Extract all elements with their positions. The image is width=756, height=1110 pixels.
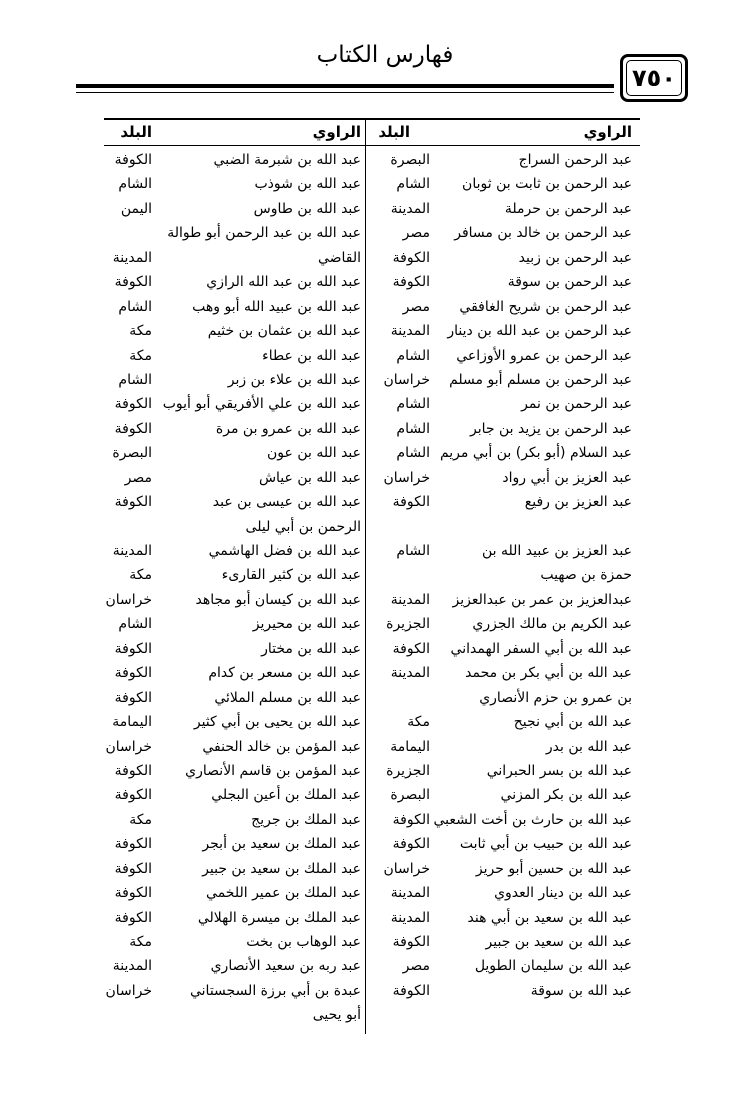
- left-narrator: عبد الملك بن سعيد بن أبجر: [202, 836, 361, 853]
- index-rows: [0, 148, 756, 1028]
- left-narrator: عبد الله بن عطاء: [262, 347, 361, 364]
- left-narrator: عبد الله بن شبرمة الضبي: [213, 152, 361, 168]
- left-town: اليمامة: [112, 714, 152, 731]
- left-narrator: عبد المؤمن بن قاسم الأنصاري: [185, 762, 361, 779]
- right-narrator: عبد الرحمن بن عمرو الأوزاعي: [456, 347, 632, 364]
- header-town-right: البلد: [378, 123, 410, 141]
- right-narrator: عبد الرحمن بن عبد الله بن دينار: [447, 323, 632, 340]
- right-town: الجزيرة: [386, 762, 430, 779]
- right-town: الكوفة: [392, 494, 430, 511]
- right-town: الكوفة: [392, 640, 430, 657]
- left-narrator: عبد الله بن عثمان بن خثيم: [207, 323, 361, 340]
- table-row: [0, 563, 756, 587]
- right-narrator: حمزة بن صهيب: [540, 567, 632, 584]
- table-row: [0, 686, 756, 710]
- left-town: الكوفة: [114, 787, 152, 804]
- left-narrator: عبدة بن أبي برزة السجستاني: [189, 982, 361, 999]
- right-narrator: عبد العزيز بن أبي رواد: [502, 469, 632, 486]
- left-narrator: عبد الملك بن جريج: [251, 811, 361, 828]
- right-narrator: عبد الله بن سعيد بن جبير: [485, 934, 632, 950]
- right-town: المدينة: [390, 323, 430, 340]
- right-narrator: عبد الرحمن بن سوقة: [507, 274, 632, 291]
- left-narrator: عبد الله بن مسلم الملائي: [214, 689, 361, 706]
- left-town: مكة: [129, 567, 152, 584]
- right-narrator: عبد العزيز بن عبيد الله بن: [482, 543, 632, 559]
- table-row: [0, 857, 756, 881]
- right-narrator: عبد العزيز بن رفيع: [524, 494, 632, 511]
- right-town: الجزيرة: [386, 616, 430, 633]
- table-row: [0, 783, 756, 807]
- left-town: الكوفة: [114, 885, 152, 902]
- left-narrator: الرحمن بن أبي ليلى: [245, 518, 361, 535]
- left-narrator: عبد الله بن مسعر بن كدام: [208, 665, 361, 682]
- left-narrator: عبد الله بن شوذب: [254, 176, 361, 193]
- right-town: الشام: [396, 347, 430, 364]
- table-row: [0, 588, 756, 612]
- left-town: الكوفة: [114, 665, 152, 682]
- left-narrator: عبد الله بن عبيد الله أبو وهب: [192, 298, 361, 315]
- left-town: المدينة: [112, 543, 152, 559]
- right-town: خراسان: [383, 469, 430, 486]
- right-narrator: عبدالعزيز بن عمر بن عبدالعزيز: [452, 591, 632, 608]
- header-rule-thick: [76, 84, 614, 88]
- left-town: الشام: [118, 371, 152, 388]
- left-town: مكة: [129, 811, 152, 828]
- table-row: [0, 661, 756, 685]
- right-town: خراسان: [383, 371, 430, 388]
- left-town: الكوفة: [114, 909, 152, 926]
- page-number: ٧٥٠: [632, 64, 676, 92]
- table-row: [0, 466, 756, 490]
- left-narrator: عبد المؤمن بن خالد الحنفي: [202, 738, 361, 755]
- right-town: الشام: [396, 445, 430, 462]
- right-narrator: عبد الرحمن بن مسلم أبو مسلم: [449, 371, 632, 388]
- left-town: الكوفة: [114, 420, 152, 437]
- right-town: البصرة: [390, 152, 430, 168]
- left-town: المدينة: [112, 958, 152, 975]
- left-town: الكوفة: [114, 274, 152, 291]
- header-narrator-left: الراوي: [312, 123, 361, 141]
- left-narrator: عبد الله بن عيسى بن عبد: [212, 494, 361, 511]
- right-narrator: عبد الله بن حبيب بن أبي ثابت: [459, 836, 632, 853]
- left-town: الكوفة: [114, 396, 152, 413]
- right-town: الشام: [396, 396, 430, 413]
- table-row: [0, 197, 756, 221]
- left-town: مكة: [129, 347, 152, 364]
- left-narrator: عبد الله بن يحيى بن أبي كثير: [193, 714, 361, 731]
- right-town: الكوفة: [392, 811, 430, 828]
- left-town: مكة: [129, 323, 152, 340]
- right-town: المدينة: [390, 885, 430, 902]
- table-row: [0, 954, 756, 978]
- right-narrator: عبد الرحمن بن خالد بن مسافر: [454, 225, 632, 242]
- table-top-rule: [104, 118, 640, 120]
- right-town: الكوفة: [392, 274, 430, 291]
- right-town: البصرة: [390, 787, 430, 804]
- right-town: الكوفة: [392, 249, 430, 266]
- right-town: الكوفة: [392, 836, 430, 853]
- table-row: [0, 881, 756, 905]
- left-town: الكوفة: [114, 860, 152, 877]
- table-row: [0, 710, 756, 734]
- right-town: مكة: [407, 714, 430, 731]
- right-town: الكوفة: [392, 982, 430, 999]
- right-narrator: عبد الله بن بكر المزني: [500, 787, 632, 804]
- table-row: [0, 637, 756, 661]
- header-rule-thin: [76, 92, 614, 93]
- right-town: مصر: [402, 225, 430, 242]
- right-narrator: عبد الرحمن السراج: [518, 152, 632, 168]
- left-town: خراسان: [105, 982, 152, 999]
- table-row: [0, 172, 756, 196]
- left-town: الكوفة: [114, 762, 152, 779]
- right-narrator: عبد السلام (أبو بكر) بن أبي مريم: [439, 445, 632, 462]
- table-row: [0, 930, 756, 954]
- right-town: المدينة: [390, 665, 430, 682]
- right-narrator: عبد الرحمن بن ثابت بن ثوبان: [462, 176, 632, 193]
- left-narrator: عبد الله بن علاء بن زبر: [227, 371, 361, 388]
- left-narrator: عبد الوهاب بن بخت: [246, 934, 361, 950]
- table-row: [0, 906, 756, 930]
- left-town: اليمن: [120, 200, 152, 217]
- left-narrator: عبد الله بن محيريز: [252, 616, 361, 633]
- left-town: الكوفة: [114, 152, 152, 168]
- left-narrator: عبد الملك بن أعين البجلي: [211, 787, 361, 804]
- left-narrator: عبد الله بن كثير القارىء: [221, 567, 361, 584]
- left-town: الكوفة: [114, 689, 152, 706]
- left-town: الشام: [118, 616, 152, 633]
- left-town: الكوفة: [114, 836, 152, 853]
- right-narrator: عبد الرحمن بن نمر: [521, 396, 632, 413]
- right-town: خراسان: [383, 860, 430, 877]
- right-narrator: عبد الله بن أبي بكر بن محمد: [465, 665, 632, 682]
- left-town: خراسان: [105, 591, 152, 608]
- table-row: [0, 808, 756, 832]
- left-narrator: أبو يحيى: [312, 1007, 361, 1024]
- right-narrator: عبد الله بن سوقة: [530, 982, 632, 999]
- left-town: خراسان: [105, 738, 152, 755]
- left-town: الكوفة: [114, 640, 152, 657]
- table-row: [0, 832, 756, 856]
- right-narrator: عبد الله بن دينار العدوي: [494, 885, 632, 902]
- table-row: [0, 344, 756, 368]
- right-town: المدينة: [390, 200, 430, 217]
- table-row: [0, 515, 756, 539]
- table-row: [0, 221, 756, 245]
- right-town: الكوفة: [392, 934, 430, 950]
- right-narrator: عبد الله بن حسين أبو حريز: [475, 860, 632, 877]
- right-town: اليمامة: [390, 738, 430, 755]
- table-row: [0, 1003, 756, 1027]
- right-narrator: عبد الله بن أبي نجيح: [513, 714, 632, 731]
- right-town: مصر: [402, 298, 430, 315]
- left-town: الشام: [118, 298, 152, 315]
- left-town: الشام: [118, 176, 152, 193]
- right-narrator: عبد الله بن بسر الحبراني: [486, 762, 632, 779]
- right-narrator: عبد الرحمن بن يزيد بن جابر: [470, 420, 632, 437]
- left-town: الكوفة: [114, 494, 152, 511]
- left-narrator: عبد الله بن علي الأفريقي أبو أيوب: [162, 396, 361, 413]
- table-header-rule: [104, 145, 640, 146]
- table-row: [0, 539, 756, 563]
- left-narrator: عبد الله بن عمرو بن مرة: [215, 420, 361, 437]
- right-narrator: عبد الله بن أبي السفر الهمداني: [450, 640, 632, 657]
- right-narrator: عبد الله بن حارث بن أخت الشعبي: [433, 811, 632, 828]
- right-town: الشام: [396, 176, 430, 193]
- table-row: [0, 441, 756, 465]
- header-town-left: البلد: [120, 123, 152, 141]
- page-number-badge: [620, 54, 688, 102]
- left-narrator: عبد الله بن عياش: [258, 469, 361, 486]
- table-row: [0, 148, 756, 172]
- table-row: [0, 295, 756, 319]
- header-narrator-right: الراوي: [583, 123, 632, 141]
- right-town: المدينة: [390, 909, 430, 926]
- page-title: فهارس الكتاب: [316, 42, 454, 68]
- left-narrator: عبد الله بن مختار: [261, 640, 361, 657]
- right-town: المدينة: [390, 591, 430, 608]
- right-town: مصر: [402, 958, 430, 975]
- table-row: [0, 612, 756, 636]
- left-narrator: عبد الله بن عبد الرحمن أبو طوالة: [167, 225, 361, 242]
- right-narrator: عبد الله بن سعيد بن أبي هند: [467, 909, 632, 926]
- right-narrator: عبد الرحمن بن شريح الغافقي: [459, 298, 632, 315]
- left-narrator: عبد الملك بن عمير اللخمي: [206, 885, 361, 902]
- left-narrator: القاضي: [317, 249, 361, 266]
- right-narrator: عبد الكريم بن مالك الجزري: [472, 616, 632, 633]
- table-row: [0, 735, 756, 759]
- table-row: [0, 979, 756, 1003]
- left-narrator: عبد الله بن كيسان أبو مجاهد: [195, 591, 361, 608]
- table-row: [0, 759, 756, 783]
- left-narrator: عبد الله بن عون: [267, 445, 361, 462]
- left-town: مصر: [124, 469, 152, 486]
- right-narrator: عبد الله بن بدر: [545, 738, 632, 755]
- left-narrator: عبد الملك بن ميسرة الهلالي: [197, 909, 361, 926]
- table-row: [0, 319, 756, 343]
- table-row: [0, 368, 756, 392]
- right-narrator: عبد الرحمن بن حرملة: [504, 200, 632, 217]
- right-town: الشام: [396, 543, 430, 559]
- left-narrator: عبد ربه بن سعيد الأنصاري: [210, 958, 361, 975]
- right-narrator: عبد الله بن سليمان الطويل: [474, 958, 632, 975]
- left-town: البصرة: [112, 445, 152, 462]
- right-narrator: عبد الرحمن بن زبيد: [518, 249, 632, 266]
- table-row: [0, 392, 756, 416]
- left-narrator: عبد الله بن فضل الهاشمي: [208, 543, 361, 559]
- left-town: مكة: [129, 934, 152, 950]
- table-row: [0, 490, 756, 514]
- right-town: الشام: [396, 420, 430, 437]
- left-narrator: عبد الله بن عبد الله الرازي: [206, 274, 361, 291]
- left-town: المدينة: [112, 249, 152, 266]
- table-row: [0, 246, 756, 270]
- right-narrator: بن عمرو بن حزم الأنصاري: [479, 689, 632, 706]
- table-row: [0, 417, 756, 441]
- left-narrator: عبد الله بن طاوس: [253, 200, 361, 217]
- left-narrator: عبد الملك بن سعيد بن جبير: [202, 860, 361, 877]
- table-row: [0, 270, 756, 294]
